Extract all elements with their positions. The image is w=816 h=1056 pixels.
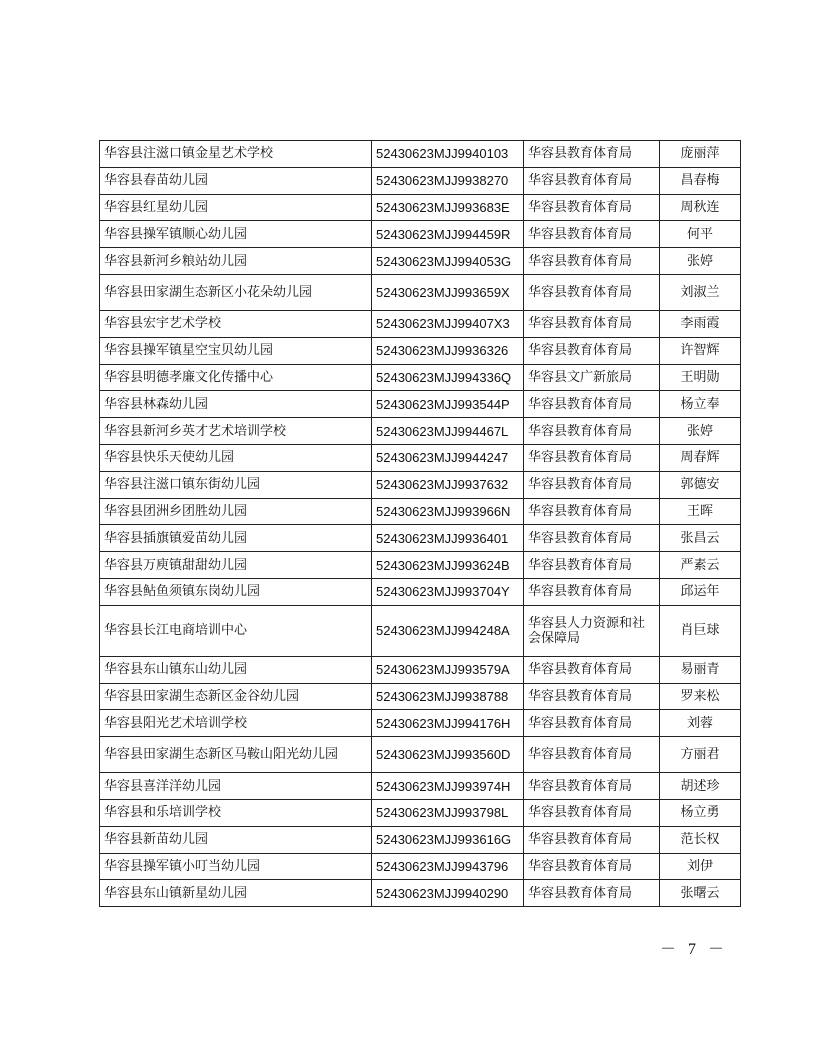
credit-code-cell: 52430623MJJ993624B (372, 552, 524, 579)
table-row (100, 826, 741, 853)
table-row (100, 578, 741, 605)
credit-code-cell: 52430623MJJ9938270 (372, 167, 524, 194)
org-name-cell: 华容县明德孝廉文化传播中心 (100, 364, 372, 391)
authority-cell: 华容县教育体育局 (524, 683, 660, 710)
org-name-cell: 华容县团洲乡团胜幼儿园 (100, 498, 372, 525)
authority-cell: 华容县教育体育局 (524, 578, 660, 605)
table-row (100, 337, 741, 364)
table-body (100, 141, 741, 907)
authority-cell: 华容县教育体育局 (524, 525, 660, 552)
table-row (100, 880, 741, 907)
org-name-cell: 华容县操军镇顺心幼儿园 (100, 221, 372, 248)
legal-person-cell: 郭德安 (660, 471, 741, 498)
legal-person-cell: 庞丽萍 (660, 141, 741, 168)
authority-cell: 华容县教育体育局 (524, 141, 660, 168)
legal-person-cell: 王晖 (660, 498, 741, 525)
credit-code-cell: 52430623MJJ9936326 (372, 337, 524, 364)
credit-code-cell: 52430623MJJ994053G (372, 248, 524, 275)
credit-code-cell: 52430623MJJ99407X3 (372, 310, 524, 337)
table-row (100, 853, 741, 880)
credit-code-cell: 52430623MJJ9940103 (372, 141, 524, 168)
credit-code-cell: 52430623MJJ993560D (372, 737, 524, 773)
authority-cell: 华容县教育体育局 (524, 274, 660, 310)
credit-code-cell: 52430623MJJ994176H (372, 710, 524, 737)
org-name-cell: 华容县田家湖生态新区小花朵幼儿园 (100, 274, 372, 310)
legal-person-cell: 范长权 (660, 826, 741, 853)
authority-cell: 华容县教育体育局 (524, 194, 660, 221)
authority-cell: 华容县教育体育局 (524, 826, 660, 853)
credit-code-cell: 52430623MJJ993579A (372, 656, 524, 683)
org-name-cell: 华容县新河乡粮站幼儿园 (100, 248, 372, 275)
credit-code-cell: 52430623MJJ993966N (372, 498, 524, 525)
org-name-cell: 华容县东山镇东山幼儿园 (100, 656, 372, 683)
authority-cell: 华容县教育体育局 (524, 310, 660, 337)
legal-person-cell: 刘蓉 (660, 710, 741, 737)
authority-cell: 华容县教育体育局 (524, 799, 660, 826)
authority-cell: 华容县教育体育局 (524, 221, 660, 248)
authority-cell: 华容县教育体育局 (524, 737, 660, 773)
authority-cell: 华容县教育体育局 (524, 471, 660, 498)
legal-person-cell: 李雨霞 (660, 310, 741, 337)
table-row (100, 274, 741, 310)
credit-code-cell: 52430623MJJ994467L (372, 418, 524, 445)
legal-person-cell: 何平 (660, 221, 741, 248)
page-number: － 7 － (660, 941, 729, 958)
credit-code-cell: 52430623MJJ9936401 (372, 525, 524, 552)
legal-person-cell: 张婷 (660, 418, 741, 445)
credit-code-cell: 52430623MJJ9940290 (372, 880, 524, 907)
credit-code-cell: 52430623MJJ994248A (372, 605, 524, 656)
org-name-cell: 华容县东山镇新星幼儿园 (100, 880, 372, 907)
legal-person-cell: 张昌云 (660, 525, 741, 552)
legal-person-cell: 刘伊 (660, 853, 741, 880)
legal-person-cell: 周春辉 (660, 444, 741, 471)
legal-person-cell: 周秋连 (660, 194, 741, 221)
table-row (100, 221, 741, 248)
table-row (100, 683, 741, 710)
legal-person-cell: 张曙云 (660, 880, 741, 907)
org-name-cell: 华容县阳光艺术培训学校 (100, 710, 372, 737)
table-row (100, 773, 741, 800)
legal-person-cell: 肖巨球 (660, 605, 741, 656)
authority-cell: 华容县教育体育局 (524, 656, 660, 683)
credit-code-cell: 52430623MJJ993659X (372, 274, 524, 310)
org-name-cell: 华容县操军镇星空宝贝幼儿园 (100, 337, 372, 364)
credit-code-cell: 52430623MJJ993704Y (372, 578, 524, 605)
org-name-cell: 华容县插旗镇爱苗幼儿园 (100, 525, 372, 552)
table-row (100, 525, 741, 552)
credit-code-cell: 52430623MJJ9937632 (372, 471, 524, 498)
org-name-cell: 华容县新苗幼儿园 (100, 826, 372, 853)
table-row (100, 418, 741, 445)
credit-code-cell: 52430623MJJ993683E (372, 194, 524, 221)
org-name-cell: 华容县注滋口镇东街幼儿园 (100, 471, 372, 498)
legal-person-cell: 张婷 (660, 248, 741, 275)
credit-code-cell: 52430623MJJ993544P (372, 391, 524, 418)
legal-person-cell: 方丽君 (660, 737, 741, 773)
org-name-cell: 华容县喜洋洋幼儿园 (100, 773, 372, 800)
legal-person-cell: 昌春梅 (660, 167, 741, 194)
authority-cell: 华容县文广新旅局 (524, 364, 660, 391)
legal-person-cell: 刘淑兰 (660, 274, 741, 310)
authority-cell: 华容县教育体育局 (524, 498, 660, 525)
authority-cell: 华容县教育体育局 (524, 444, 660, 471)
authority-cell: 华容县教育体育局 (524, 418, 660, 445)
authority-cell: 华容县教育体育局 (524, 773, 660, 800)
credit-code-cell: 52430623MJJ994459R (372, 221, 524, 248)
table-row (100, 471, 741, 498)
org-name-cell: 华容县万庾镇甜甜幼儿园 (100, 552, 372, 579)
legal-person-cell: 杨立勇 (660, 799, 741, 826)
org-name-cell: 华容县快乐天使幼儿园 (100, 444, 372, 471)
credit-code-cell: 52430623MJJ9943796 (372, 853, 524, 880)
table-row (100, 167, 741, 194)
table-row (100, 737, 741, 773)
table-row (100, 248, 741, 275)
org-name-cell: 华容县操军镇小叮当幼儿园 (100, 853, 372, 880)
org-name-cell: 华容县注滋口镇金星艺术学校 (100, 141, 372, 168)
authority-cell: 华容县教育体育局 (524, 552, 660, 579)
org-name-cell: 华容县和乐培训学校 (100, 799, 372, 826)
table-row (100, 605, 741, 656)
legal-person-cell: 罗来松 (660, 683, 741, 710)
credit-code-cell: 52430623MJJ993616G (372, 826, 524, 853)
table-row (100, 710, 741, 737)
authority-cell: 华容县教育体育局 (524, 167, 660, 194)
table-row (100, 391, 741, 418)
legal-person-cell: 易丽青 (660, 656, 741, 683)
table-row (100, 194, 741, 221)
authority-cell: 华容县教育体育局 (524, 248, 660, 275)
org-name-cell: 华容县田家湖生态新区马鞍山阳光幼儿园 (100, 737, 372, 773)
org-name-cell: 华容县鲇鱼须镇东岗幼儿园 (100, 578, 372, 605)
legal-person-cell: 严素云 (660, 552, 741, 579)
legal-person-cell: 王明勋 (660, 364, 741, 391)
legal-person-cell: 许智辉 (660, 337, 741, 364)
authority-cell: 华容县教育体育局 (524, 391, 660, 418)
org-name-cell: 华容县林森幼儿园 (100, 391, 372, 418)
credit-code-cell: 52430623MJJ993798L (372, 799, 524, 826)
legal-person-cell: 杨立奉 (660, 391, 741, 418)
table-row (100, 310, 741, 337)
table-row (100, 444, 741, 471)
legal-person-cell: 邱运年 (660, 578, 741, 605)
credit-code-cell: 52430623MJJ9938788 (372, 683, 524, 710)
legal-person-cell: 胡述珍 (660, 773, 741, 800)
authority-cell: 华容县教育体育局 (524, 880, 660, 907)
table-row (100, 799, 741, 826)
org-name-cell: 华容县长江电商培训中心 (100, 605, 372, 656)
org-name-cell: 华容县新河乡英才艺术培训学校 (100, 418, 372, 445)
credit-code-cell: 52430623MJJ994336Q (372, 364, 524, 391)
table-row (100, 364, 741, 391)
credit-code-cell: 52430623MJJ993974H (372, 773, 524, 800)
table-row (100, 498, 741, 525)
org-name-cell: 华容县红星幼儿园 (100, 194, 372, 221)
credit-code-cell: 52430623MJJ9944247 (372, 444, 524, 471)
org-name-cell: 华容县宏宇艺术学校 (100, 310, 372, 337)
table-row (100, 552, 741, 579)
org-name-cell: 华容县田家湖生态新区金谷幼儿园 (100, 683, 372, 710)
authority-cell: 华容县教育体育局 (524, 337, 660, 364)
table-row (100, 141, 741, 168)
authority-cell: 华容县人力资源和社会保障局 (524, 605, 660, 656)
organization-table (99, 140, 741, 907)
table-row (100, 656, 741, 683)
org-name-cell: 华容县春苗幼儿园 (100, 167, 372, 194)
authority-cell: 华容县教育体育局 (524, 853, 660, 880)
authority-cell: 华容县教育体育局 (524, 710, 660, 737)
